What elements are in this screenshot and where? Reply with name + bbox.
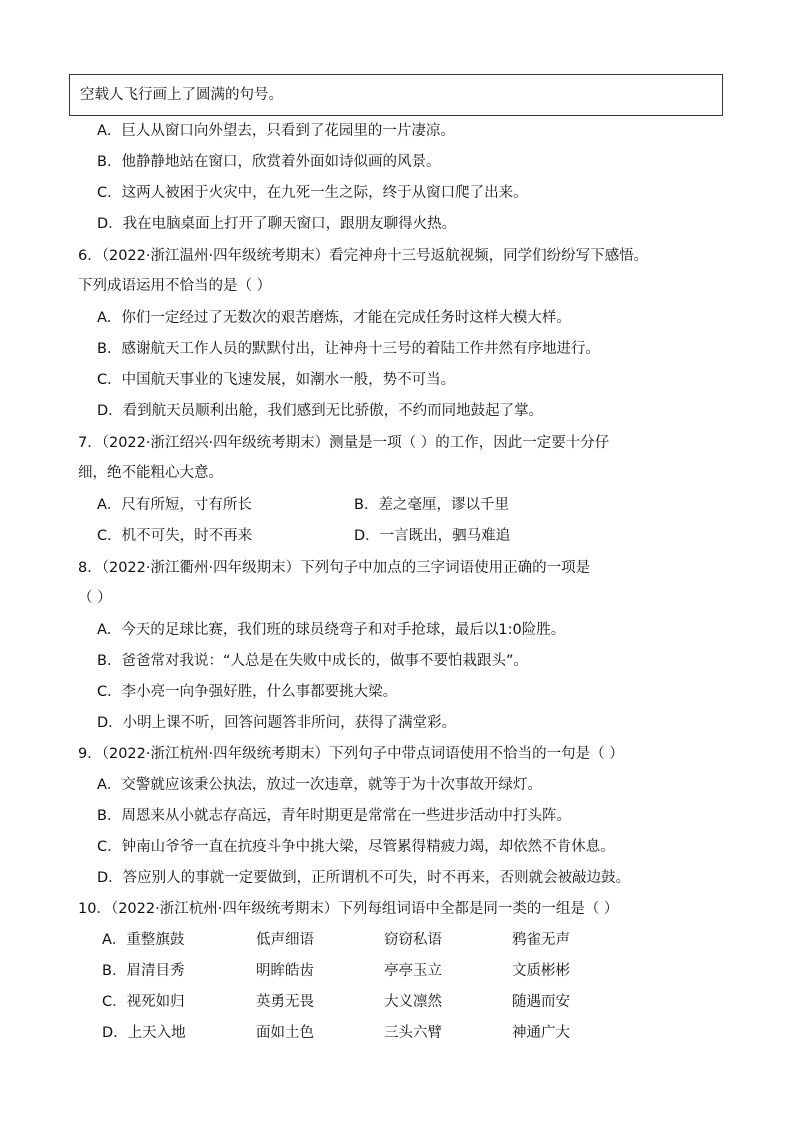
q10-c-word-2: 英勇无畏 [256,994,314,1010]
q10-c-word-3: 大义凛然 [384,994,442,1010]
q6-option-d: D．看到航天员顺利出舱，我们感到无比骄傲，不约而同地鼓起了掌。 [97,403,544,419]
q10-a-word-1: A．重整旗鼓 [102,932,185,948]
q5-option-a: A．巨人从窗口向外望去，只看到了花园里的一片凄凉。 [97,123,455,139]
q7-option-a: A．尺有所短，寸有所长 [97,497,252,513]
q6-option-a: A．你们一定经过了无数次的艰苦磨炼，才能在完成任务时这样大模大样。 [97,310,571,326]
q10-stem: 10．（2022·浙江杭州·四年级统考期末）下列每组词语中全都是同一类的一组是（ ） [78,901,619,917]
q6-stem-line2: 下列成语运用不恰当的是（ ） [78,278,272,294]
q8-option-b: B．爸爸常对我说：“人总是在失败中成长的，做事不要怕栽跟头”。 [97,653,528,669]
q8-option-d: D．小明上课不听，回答问题答非所问，获得了满堂彩。 [97,715,457,731]
q8-option-c: C．李小亮一向争强好胜，什么事都要挑大梁。 [97,684,398,700]
q5-option-d: D．我在电脑桌面上打开了聊天窗口，跟朋友聊得火热。 [97,216,457,232]
q9-option-d: D．答应别人的事就一定要做到，正所谓机不可失，时不再来，否则就会被敲边鼓。 [97,870,631,886]
q6-option-c: C．中国航天事业的飞速发展，如潮水一般，势不可当。 [97,372,456,388]
q6-stem-line1: 6．（2022·浙江温州·四年级统考期末）看完神舟十三号返航视频，同学们纷纷写下感悟。 [78,248,649,264]
continued-question-box [69,74,723,116]
q10-d-word-4: 神通广大 [512,1025,570,1041]
q9-option-b: B．周恩来从小就志存高远，青年时期更是常常在一些进步活动中打头阵。 [97,808,571,824]
q10-b-word-1: B．眉清目秀 [102,963,185,979]
q7-option-b: B．差之毫厘，谬以千里 [354,497,509,513]
q8-stem-line1: 8．（2022·浙江衢州·四年级期末）下列句子中加点的三字词语使用正确的一项是 [78,560,591,576]
q7-stem-line2: 细，绝不能粗心大意。 [78,465,223,481]
q10-c-word-1: C．视死如归 [102,994,185,1010]
q8-option-a: A．今天的足球比赛，我们班的球员绕弯子和对手抢球，最后以1:0险胜。 [97,622,566,638]
q9-stem: 9．（2022·浙江杭州·四年级统考期末）下列句子中带点词语使用不恰当的一句是（ ） [78,746,624,762]
q9-option-a: A．交警就应该秉公执法，放过一次违章，就等于为十次事故开绿灯。 [97,777,542,793]
q9-option-c: C．钟南山爷爷一直在抗疫斗争中挑大梁，尽管累得精疲力竭，却依然不肯休息。 [97,839,615,855]
q10-d-word-3: 三头六臂 [384,1025,442,1041]
q10-a-word-4: 鸦雀无声 [512,932,570,948]
box-text: 空载人飞行画上了圆满的句号。 [80,87,283,103]
q10-b-word-2: 明眸皓齿 [256,963,314,979]
q6-option-b: B．感谢航天工作人员的默默付出，让神舟十三号的着陆工作井然有序地进行。 [97,341,600,357]
q10-b-word-3: 亭亭玉立 [384,963,442,979]
q8-stem-line2: （ ） [78,590,112,606]
q5-option-c: C．这两人被困于火灾中，在九死一生之际，终于从窗口爬了出来。 [97,185,528,201]
q10-a-word-2: 低声细语 [256,932,314,948]
q7-stem-line1: 7．（2022·浙江绍兴·四年级统考期末）测量是一项（ ）的工作，因此一定要十分仔 [78,435,610,451]
q7-option-d: D．一言既出，驷马难追 [354,528,511,544]
q10-b-word-4: 文质彬彬 [512,963,570,979]
q7-option-c: C．机不可失，时不再来 [97,528,253,544]
q10-a-word-3: 窃窃私语 [384,932,442,948]
q10-d-word-1: D．上天入地 [102,1025,186,1041]
q10-d-word-2: 面如土色 [256,1025,314,1041]
q5-option-b: B．他静静地站在窗口，欣赏着外面如诗似画的风景。 [97,154,441,170]
q10-c-word-4: 随遇而安 [512,994,570,1010]
